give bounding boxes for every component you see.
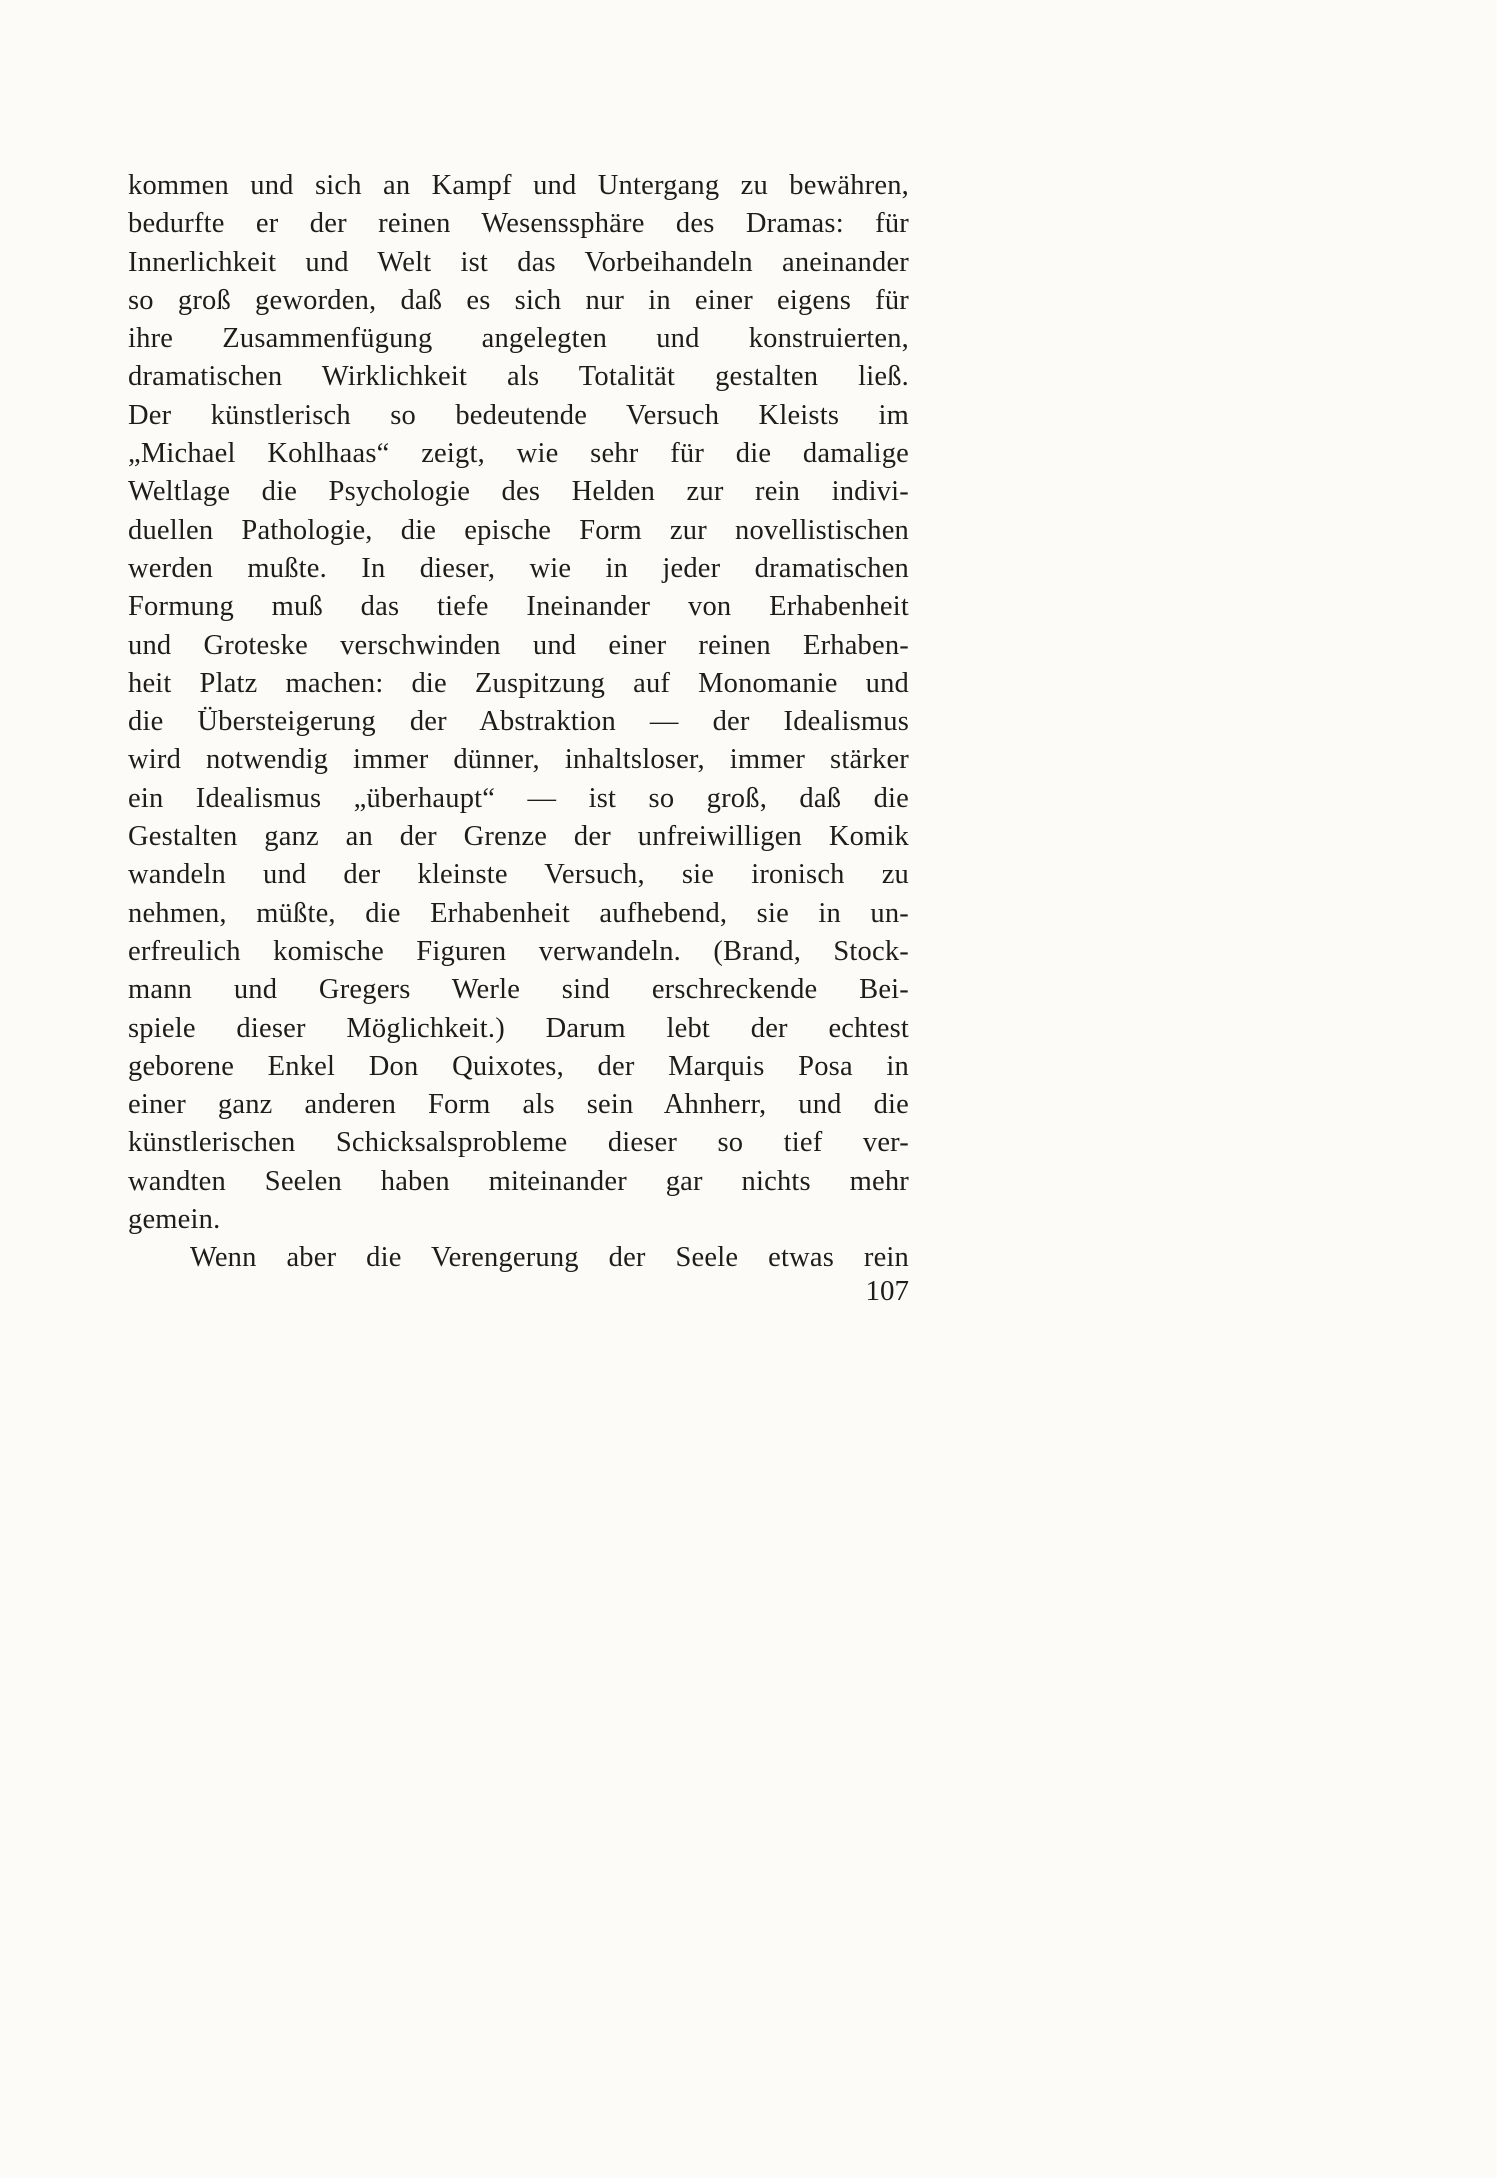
text-line: duellen Pathologie, die epische Form zur novellistischen [128,514,909,546]
text-line: Wenn aber die Verengerung der Seele etwas rein [190,1242,909,1274]
text-line: bedurfte er der reinen Wesenssphäre des Dramas: für [128,208,909,240]
text-line: spiele dieser Möglichkeit.) Darum lebt der echtest [128,1012,909,1044]
text-line: erfreulich komische Figuren verwandeln. (Brand, Stock- [128,935,909,967]
text-line: mann und Gregers Werle sind erschreckende Bei- [128,974,909,1006]
text-line: dramatischen Wirklichkeit als Totalität gestalten ließ. [128,361,909,393]
text-line: wandeln und der kleinste Versuch, sie ironisch zu [128,859,909,891]
text-line: künstlerischen Schicksalsprobleme dieser so tief ver- [128,1127,909,1159]
text-line: Gestalten ganz an der Grenze der unfreiwilligen Komik [128,821,909,853]
text-line: Formung muß das tiefe Ineinander von Erhabenheit [128,591,909,623]
text-line: heit Platz machen: die Zuspitzung auf Monomanie und [128,667,909,699]
text-line: geborene Enkel Don Quixotes, der Marquis Posa in [128,1050,909,1082]
text-line: kommen und sich an Kampf und Untergang zu bewähren, [128,170,909,201]
text-line: nehmen, müßte, die Erhabenheit aufhebend, sie in un- [128,897,909,929]
text-line: die Übersteigerung der Abstraktion — der Idealismus [128,706,909,738]
text-block [128,167,909,1278]
text-line: Weltlage die Psychologie des Helden zur rein indivi- [128,476,909,508]
text-line: einer ganz anderen Form als sein Ahnherr, und die [128,1089,909,1121]
page-number: 107 [865,1275,909,1307]
text-line: so groß geworden, daß es sich nur in einer eigens für [128,284,909,316]
text-line: Innerlichkeit und Welt ist das Vorbeihandeln aneinander [128,246,909,278]
text-line: ein Idealismus „überhaupt“ — ist so groß, daß die [128,782,909,814]
text-line: gemein. [128,1204,221,1236]
text-line: ihre Zusammenfügung angelegten und konstruierten, [128,323,909,355]
text-line: wird notwendig immer dünner, inhaltsloser, immer stärker [128,744,909,776]
text-line: wandten Seelen haben miteinander gar nichts mehr [128,1165,909,1197]
text-line: „Michael Kohlhaas“ zeigt, wie sehr für die damalige [128,438,909,470]
text-line: werden mußte. In dieser, wie in jeder dramatischen [128,552,909,584]
text-line: und Groteske verschwinden und einer reinen Erhaben- [128,629,909,661]
text-line: Der künstlerisch so bedeutende Versuch Kleists im [128,399,909,431]
